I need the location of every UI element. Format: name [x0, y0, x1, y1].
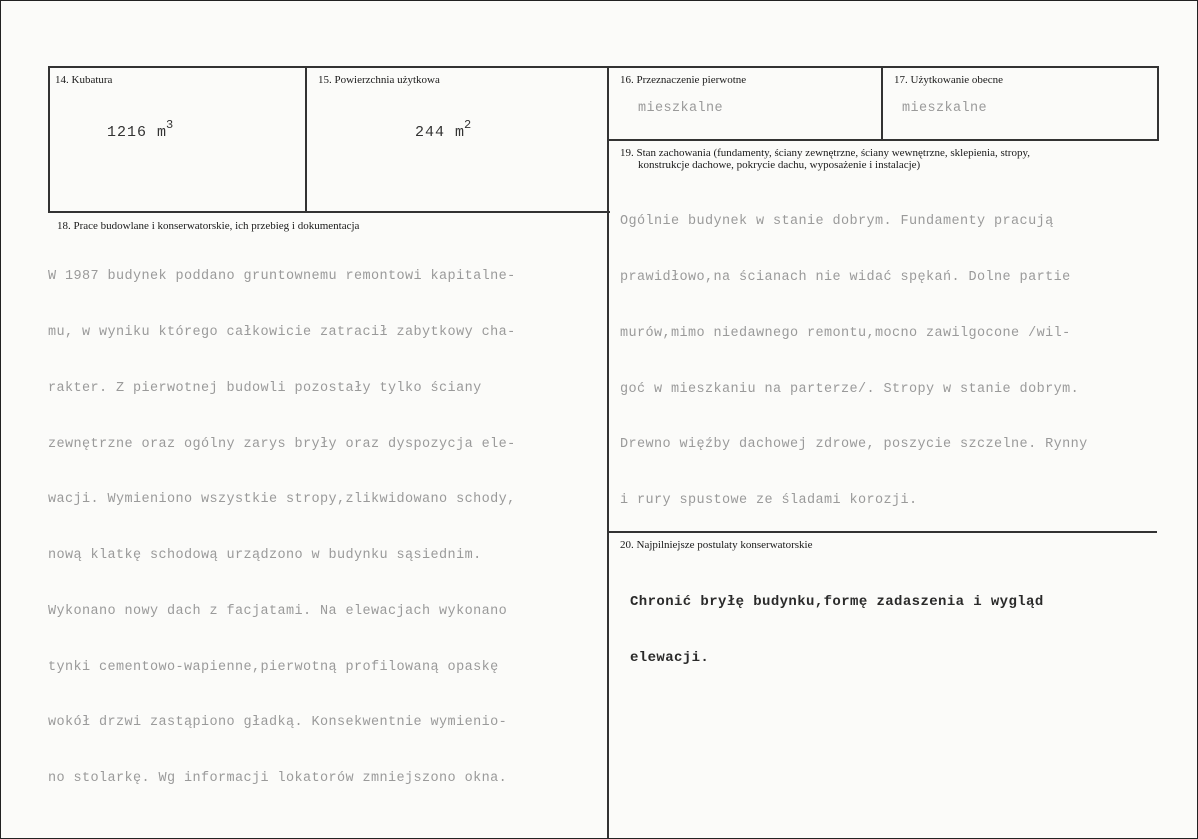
stan-label-line-1: 19. Stan zachowania (fundamenty, ściany zewnętrzne, ściany wewnętrzne, sklepienia, stropy, [620, 147, 1031, 159]
prace-line: nową klatkę schodową urządzono w budynku sąsiednim. [48, 548, 482, 564]
rule-above-20 [608, 531, 1157, 533]
rule-below-16-17 [608, 139, 1159, 141]
prace-line: W 1987 budynek poddano gruntownemu remontowi kapitalne- [48, 269, 516, 285]
uzytkowanie-label: 17. Użytkowanie obecne [894, 74, 1004, 86]
prace-line: wokół drzwi zastąpiono gładką. Konsekwentnie wymienio- [48, 715, 508, 731]
prace-line: no stolarkę. Wg informacji lokatorów zmniejszono okna. [48, 771, 508, 787]
stan-line: goć w mieszkaniu na parterze/. Stropy w stanie dobrym. [620, 381, 1080, 397]
powierzchnia-exponent: 2 [464, 118, 473, 132]
stan-text [620, 176, 1088, 529]
stan-label [620, 147, 1030, 171]
prace-label: 18. Prace budowlane i konserwatorskie, ich przebieg i dokumentacja [57, 220, 360, 232]
postulaty-label: 20. Najpilniejsze postulaty konserwatorskie [620, 539, 813, 551]
kubatura-value [107, 118, 174, 141]
kubatura-label: 14. Kubatura [55, 74, 113, 86]
stan-line: i rury spustowe ze śladami korozji. [620, 493, 918, 509]
powierzchnia-value-text: 244 m [415, 124, 466, 141]
postulaty-line: elewacji. [630, 649, 710, 666]
uzytkowanie-value: mieszkalne [902, 101, 988, 116]
prace-line: mu, w wyniku którego całkowicie zatracił zabytkowy cha- [48, 324, 516, 340]
stan-line: Drewno więźby dachowej zdrowe, poszycie szczelne. Rynny [620, 437, 1088, 453]
stan-line: murów,mimo niedawnego remontu,mocno zawilgocone /wil- [620, 325, 1071, 341]
postulaty-text [630, 556, 1044, 686]
przeznaczenie-value: mieszkalne [638, 101, 724, 116]
powierzchnia-value [415, 118, 472, 141]
prace-text [48, 231, 516, 807]
kubatura-exponent: 3 [166, 118, 175, 132]
prace-line: rakter. Z pierwotnej budowli pozostały tylko ściany [48, 380, 482, 396]
stan-line: Ogólnie budynek w stanie dobrym. Fundamenty pracują [620, 214, 1054, 230]
prace-line: Wykonano nowy dach z facjatami. Na elewacjach wykonano [48, 603, 508, 619]
powierzchnia-label: 15. Powierzchnia użytkowa [318, 74, 440, 86]
rule-below-row1-left [48, 211, 610, 213]
prace-line: wacji. Wymieniono wszystkie stropy,zlikwidowano schody, [48, 492, 516, 508]
right-rule [1157, 66, 1159, 141]
rule-between-16-17 [881, 66, 883, 141]
top-rule [48, 66, 1159, 68]
prace-line: zewnętrzne oraz ogólny zarys bryły oraz dyspozycja ele- [48, 436, 516, 452]
przeznaczenie-label: 16. Przeznaczenie pierwotne [620, 74, 747, 86]
stan-line: prawidłowo,na ścianach nie widać spękań. Dolne partie [620, 269, 1071, 285]
kubatura-value-text: 1216 m [107, 124, 168, 141]
postulaty-line: Chronić bryłę budynku,formę zadaszenia i wygląd [630, 594, 1044, 611]
rule-between-14-15 [305, 66, 307, 213]
center-rule [607, 66, 609, 838]
left-rule [48, 66, 50, 213]
prace-line: tynki cementowo-wapienne,pierwotną profilowaną opaskę [48, 659, 499, 675]
stan-label-line-2: konstrukcje dachowe, pokrycie dachu, wyposażenie i instalacje) [638, 159, 921, 171]
